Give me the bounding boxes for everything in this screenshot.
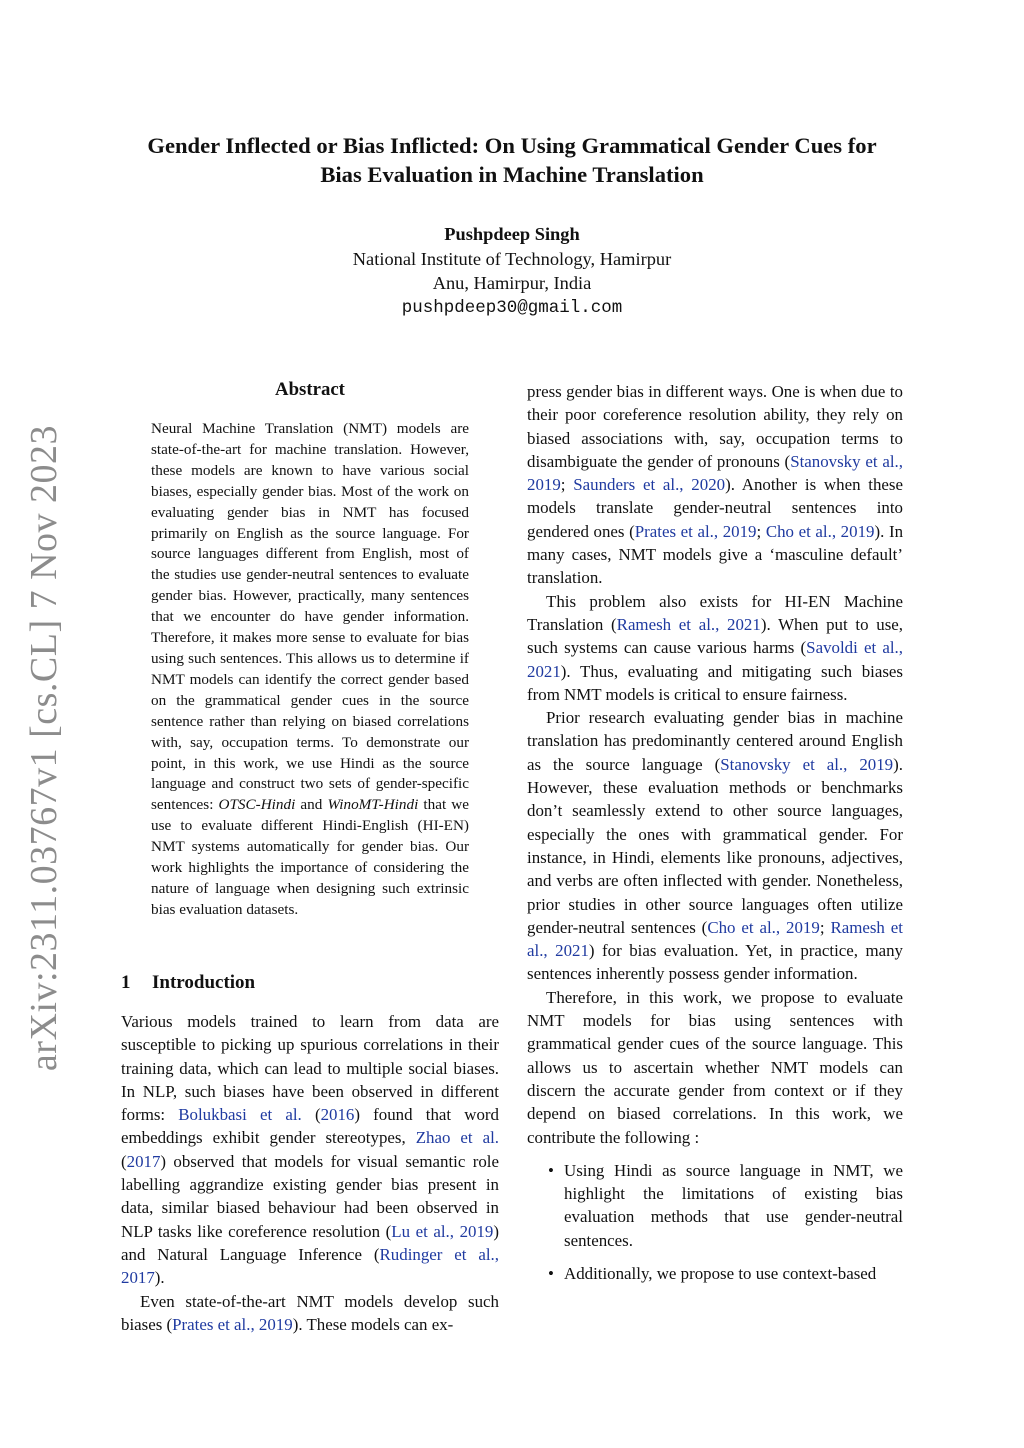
paragraph-text: Therefore, in this work, we propose to evaluate NMT models for bias using sentences with grammatical gender cues of the source language. This allows us to ascertain whether NMT models can discern the accurate gender from context or if they depend on biased correlations. In this work, we contribute the following : bbox=[527, 987, 903, 1147]
citation-link[interactable]: Savoldi et al., 2021 bbox=[527, 638, 903, 681]
paragraph-text: Prior research evaluating gender bias in machine translation has predominantly centered around English as the source language ( bbox=[527, 708, 903, 774]
intro-paragraph-5 bbox=[527, 986, 903, 1149]
section-heading-introduction bbox=[121, 972, 499, 994]
citation-link[interactable]: Stanovsky et al., 2019 bbox=[720, 754, 894, 774]
citation-link[interactable]: Rudinger et al., 2017 bbox=[121, 1244, 499, 1288]
intro-paragraph-2-continued bbox=[527, 380, 903, 590]
abstract-text-end: that we use to evaluate different Hindi-English (HI-EN) NMT systems automatically for gender bias. Our work highlights the importance of considering the nature of language when designing such extrinsic bias evaluation datasets. bbox=[151, 796, 469, 918]
paragraph-text: ). Another is when these models translate gender-neutral sentences into gendered ones ( bbox=[527, 475, 903, 541]
contribution-item: • Using Hindi as source language in NMT, we highlight the limitations of existing bias evaluation methods that use gender-neutral sentences. bbox=[564, 1159, 903, 1252]
author-location: Anu, Hamirpur, India bbox=[432, 273, 592, 293]
paragraph-text: ) for bias evaluation. Yet, in practice, many sentences inherently possess gender information. bbox=[527, 941, 904, 984]
citation-link[interactable]: Cho et al., 2019 bbox=[707, 917, 820, 937]
paragraph-text: ). Thus, evaluating and mitigating such biases from NMT models is critical to ensure fairness. bbox=[527, 661, 903, 704]
paragraph-text: ) found that word embeddings exhibit gender stereotypes, bbox=[121, 1105, 499, 1148]
abstract-text-conjunction: and bbox=[295, 796, 328, 814]
citation-link[interactable]: 2017 bbox=[126, 1151, 161, 1171]
intro-paragraph-2 bbox=[121, 1290, 499, 1337]
section-title: Introduction bbox=[152, 972, 256, 993]
intro-right-column bbox=[527, 380, 903, 1295]
citation-link[interactable]: Stanovsky et al., 2019 bbox=[527, 451, 903, 495]
paragraph-text: ) observed that models for visual semantic role labelling aggrandize existing gender bias present in data, similar biased behaviour had been observed in NLP tasks like coreference resolution ( bbox=[121, 1151, 499, 1241]
citation-link[interactable]: Prates et al., 2019 bbox=[172, 1314, 293, 1334]
author-name: Pushpdeep Singh bbox=[444, 224, 580, 244]
citation-link[interactable]: 2016 bbox=[320, 1105, 355, 1125]
abstract-body bbox=[151, 419, 469, 921]
paragraph-text: ). In many cases, NMT models give a ‘masculine default’ translation. bbox=[527, 521, 904, 588]
citation-link[interactable]: Bolukbasi et al. bbox=[178, 1105, 302, 1125]
abstract-text: Neural Machine Translation (NMT) models are state-of-the-art for machine translation. However, these models are known to have various social biases, especially gender bias. Most of the work on evaluating gender bias in NMT has focused primarily on English as the source language. For source languages different from English, most of the studies use gender-neutral sentences to evaluate gender bias. However, practically, many sentences that we encounter do have gender information. Therefore, it makes more sense to evaluate for bias using such sentences. This allows us to determine if NMT models can identify the correct gender based on the grammatical gender cues in the source sentence rather than relying on biased correlations with, say, occupation terms. To demonstrate our point, in this work, we use Hindi as the source language and construct two sets of gender-specific sentences: bbox=[151, 420, 469, 814]
citation-link[interactable]: Cho et al., 2019 bbox=[765, 521, 875, 541]
paragraph-text: Various models trained to learn from data are susceptible to picking up spurious correlations in their training data, which can lead to multiple social biases. In NLP, such biases have been observed in different forms: bbox=[121, 1012, 499, 1125]
paragraph-text: ). When put to use, such systems can cause various harms ( bbox=[527, 614, 903, 658]
citation-link[interactable]: Lu et al., 2019 bbox=[391, 1221, 494, 1241]
author-email: pushpdeep30@gmail.com bbox=[401, 297, 623, 318]
abstract-dataset-otsc-hindi: OTSC-Hindi bbox=[218, 796, 296, 814]
citation-link[interactable]: Ramesh et al., 2021 bbox=[616, 614, 761, 634]
paragraph-text: press gender bias in different ways. One is when due to their poor coreference resolution ability, they rely on biased associations with, say, occupation terms to disambiguate the gender of pronouns ( bbox=[527, 382, 903, 471]
citation-link[interactable]: Saunders et al., 2020 bbox=[573, 475, 726, 495]
paragraph-text: ( bbox=[301, 1105, 321, 1125]
paragraph-text: ; bbox=[560, 475, 574, 495]
author-block bbox=[100, 222, 924, 320]
paper-title-line-2: Bias Evaluation in Machine Translation bbox=[320, 162, 704, 187]
abstract-dataset-winomt-hindi: WinoMT-Hindi bbox=[327, 796, 419, 814]
paper-title-line-1: Gender Inflected or Bias Inflicted: On Using Grammatical Gender Cues for bbox=[147, 133, 877, 158]
paragraph-text: ). bbox=[154, 1268, 165, 1288]
author-affiliation: National Institute of Technology, Hamirpur bbox=[352, 248, 672, 269]
paper-title bbox=[100, 131, 924, 189]
paragraph-text: ) and Natural Language Inference ( bbox=[121, 1221, 499, 1264]
paragraph-text: ). However, these evaluation methods or benchmarks don’t seamlessly extend to other source languages, especially the ones with grammatical gender. For instance, in Hindi, elements like pronouns, adjectives, and verbs are often inflected with gender. Nonetheless, prior studies in other source languages often utilize gender-neutral sentences ( bbox=[527, 754, 903, 937]
intro-left-column bbox=[121, 1010, 499, 1336]
intro-paragraph-3 bbox=[527, 590, 903, 706]
paragraph-text: ( bbox=[121, 1151, 127, 1171]
contribution-list bbox=[527, 1159, 903, 1285]
paragraph-text: ; bbox=[819, 917, 831, 937]
citation-link[interactable]: Zhao et al. bbox=[415, 1128, 499, 1148]
abstract-heading: Abstract bbox=[275, 379, 345, 400]
arxiv-identifier-text: arXiv:2311.03767v1 [cs.CL] 7 Nov 2023 bbox=[23, 424, 65, 1072]
intro-paragraph-4 bbox=[527, 706, 903, 986]
section-number: 1 bbox=[121, 972, 131, 993]
citation-link[interactable]: Ramesh et al., 2021 bbox=[527, 917, 903, 961]
paragraph-text: Even state-of-the-art NMT models develop such biases ( bbox=[121, 1291, 499, 1334]
paragraph-text: ). These models can ex- bbox=[292, 1314, 454, 1334]
paragraph-text: This problem also exists for HI-EN Machine Translation ( bbox=[527, 591, 903, 634]
paragraph-text: ; bbox=[756, 521, 766, 541]
contribution-item: • Additionally, we propose to use context-based bbox=[564, 1262, 903, 1285]
citation-link[interactable]: Prates et al., 2019 bbox=[634, 521, 757, 541]
intro-paragraph-1 bbox=[121, 1010, 499, 1290]
